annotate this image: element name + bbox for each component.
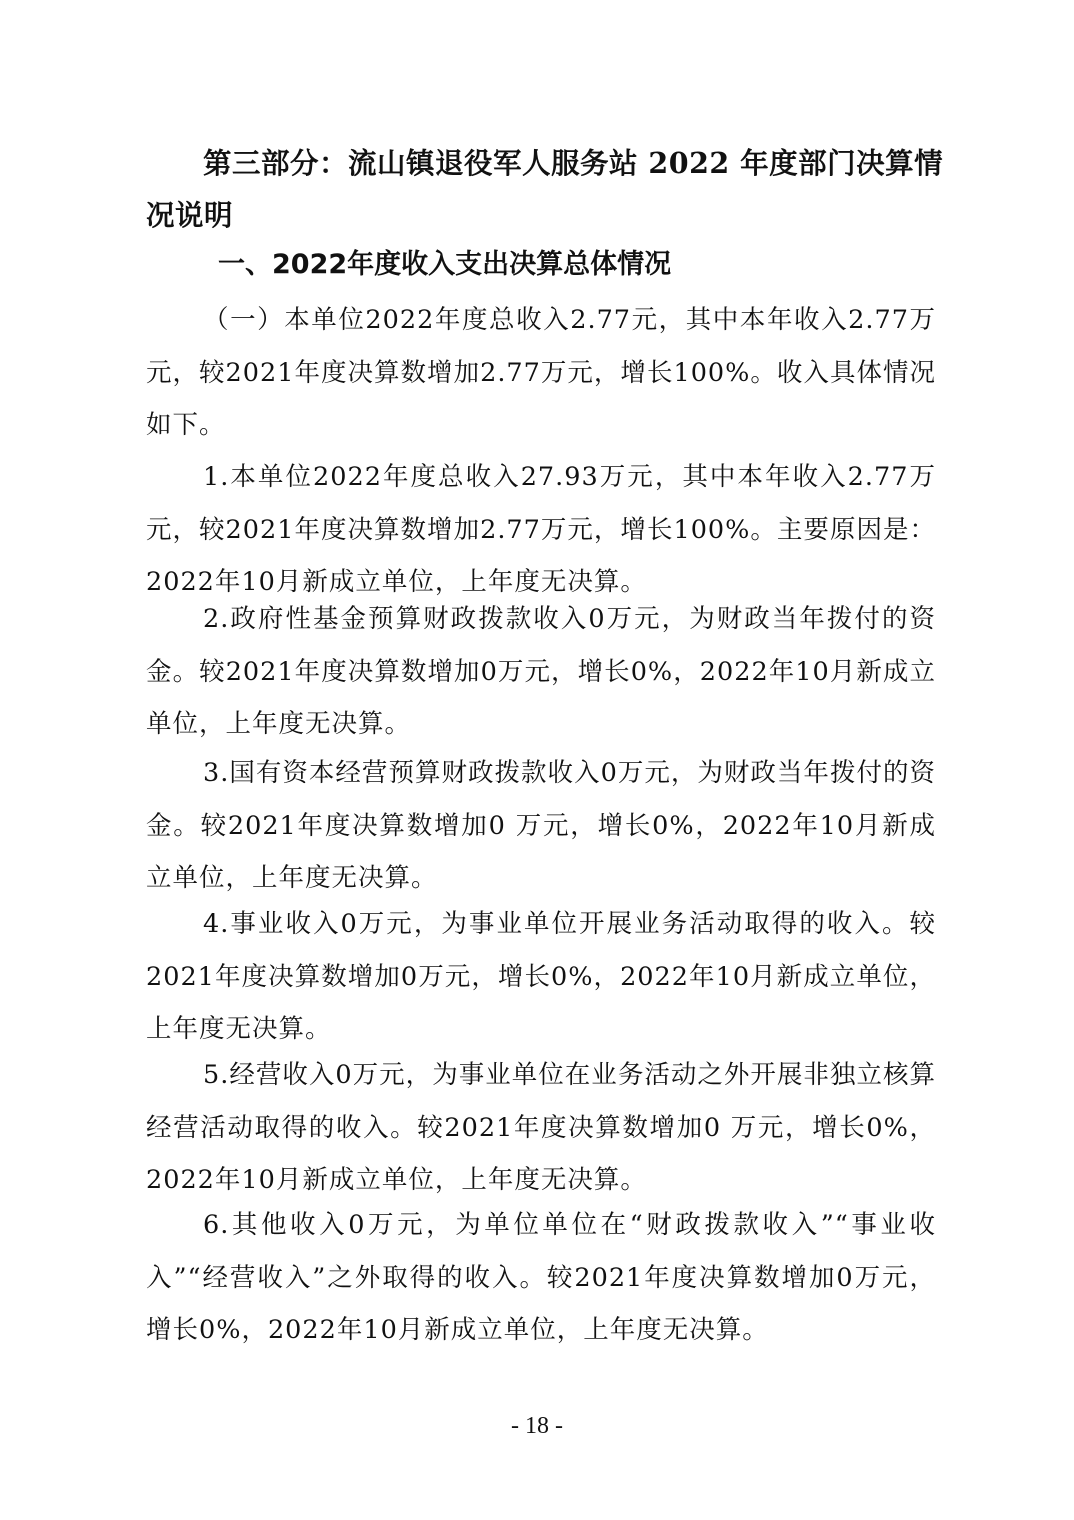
paragraph-item-6: 6.其他收入0万元，为单位单位在“财政拨款收入”“事业收入”“经营收入”之外取得的收入。较2021年度决算数增加0万元，增长0%，2022年10月新成立单位，上年度无决算。 (146, 1210, 936, 1345)
page-number: - 18 - (511, 1413, 563, 1439)
section-heading: 一、2022年度收入支出决算总体情况 (218, 249, 672, 280)
document-title: 第三部分：流山镇退役军人服务站 2022 年度部门决算情况说明 (146, 146, 944, 232)
paragraph-item-1: 1.本单位2022年度总收入27.93万元，其中本年收入2.77万元，较2021年度决算数增加2.77万元，增长100%。主要原因是：2022年10月新成立单位，上年度无决算。 (146, 462, 936, 597)
paragraph-overview: （一）本单位2022年度总收入2.77元，其中本年收入2.77万元，较2021年度决算数增加2.77万元，增长100%。收入具体情况如下。 (146, 305, 936, 440)
paragraph-item-2: 2.政府性基金预算财政拨款收入0万元，为财政当年拨付的资金。较2021年度决算数增加0万元，增长0%，2022年10月新成立单位，上年度无决算。 (146, 604, 936, 739)
paragraph-item-3: 3.国有资本经营预算财政拨款收入0万元，为财政当年拨付的资金。较2021年度决算数增加0 万元，增长0%，2022年10月新成立单位，上年度无决算。 (146, 758, 936, 893)
paragraph-item-4: 4.事业收入0万元，为事业单位开展业务活动取得的收入。较2021年度决算数增加0万元，增长0%，2022年10月新成立单位，上年度无决算。 (146, 909, 936, 1044)
paragraph-item-5: 5.经营收入0万元，为事业单位在业务活动之外开展非独立核算经营活动取得的收入。较2021年度决算数增加0 万元，增长0%，2022年10月新成立单位，上年度无决算。 (146, 1060, 936, 1195)
